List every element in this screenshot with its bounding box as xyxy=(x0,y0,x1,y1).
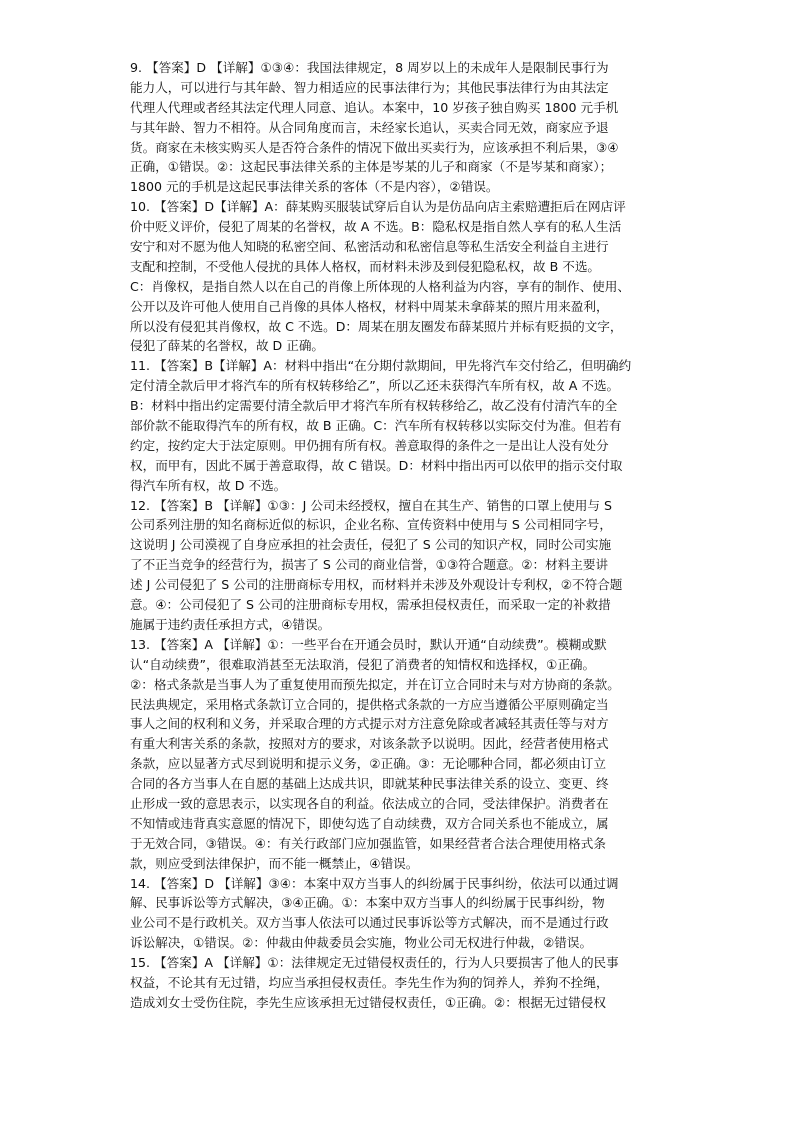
text-line: 事人之间的权利和义务，并采取合理的方式提示对方注意免除或者减轻其责任等与对方 xyxy=(130,716,609,732)
text-line: 支配和控制，不受他人侵扰的具体人格权，而材料未涉及到侵犯隐私权，故 B 不选。 xyxy=(130,258,601,274)
text-line: 11. 【答案】B【详解】A：材料中指出“在分期付款期间，甲先将汽车交付给乙，但明确约 xyxy=(130,358,632,374)
text-line: 止形成一致的意思表示，以实现各自的利益。依法成立的合同，受法律保护。消费者在 xyxy=(130,795,609,811)
text-line: 价中贬义评价，侵犯了周某的名誉权，故 A 不选。B：隐私权是指自然人享有的私人生活 xyxy=(130,219,622,235)
text-line: 述 J 公司侵犯了 S 公司的注册商标专用权，而材料并未涉及外观设计专利权，②不符合题 xyxy=(130,577,623,593)
text-line: 9. 【答案】D 【详解】①③④：我国法律规定，8 周岁以上的未成年人是限制民事行为 xyxy=(130,60,609,75)
text-line: 业公司不是行政机关。双方当事人依法可以通过民事诉讼等方式解决，而不是通过行政 xyxy=(130,915,609,931)
text-line: 正确，①错误。②：这起民事法律关系的主体是岑某的儿子和商家（不是岑某和商家）； xyxy=(130,159,613,175)
text-line: 15. 【答案】A 【详解】①：法律规定无过错侵权责任的，行为人只要损害了他人的民事 xyxy=(130,955,619,971)
text-line: 权，而甲有，因此不属于善意取得，故 C 错误。D：材料中指出丙可以依甲的指示交付取 xyxy=(130,457,623,473)
text-line: 1800 元的手机是这起民事法律关系的客体（不是内容），②错误。 xyxy=(130,179,499,195)
text-line: 公司系列注册的知名商标近似的标识，企业名称、宣传资料中使用与 S 公司相同字号， xyxy=(130,517,612,533)
text-line: 意。④：公司侵犯了 S 公司的注册商标专用权，需承担侵权责任，而采取一定的补救措 xyxy=(130,597,611,613)
text-line: 侵犯了薛某的名誉权，故 D 正确。 xyxy=(130,338,325,354)
text-line: 有重大利害关系的条款，按照对方的要求，对该条款予以说明。因此，经营者使用格式 xyxy=(130,736,609,752)
text-line xyxy=(130,1013,668,1033)
text-line: 14. 【答案】D 【详解】③④：本案中双方当事人的纠纷属于民事纠纷，依法可以通过调 xyxy=(130,875,619,891)
text-line: 款，则应受到法律保护，而不能一概禁止，④错误。 xyxy=(130,855,419,871)
text-line: ②：格式条款是当事人为了重复使用而预先拟定，并在订立合同时未与对方协商的条款。 xyxy=(130,676,620,692)
text-line: 不知情或违背真实意愿的情况下，即使勾选了自动续费，双方合同关系也不能成立，属 xyxy=(130,815,609,831)
text-line: 代理人代理或者经其法定代理人同意、追认。本案中，10 岁孩子独自购买 1800 元手机 xyxy=(130,99,619,115)
text-line: 定付清全款后甲才将汽车的所有权转移给乙”，所以乙还未获得汽车所有权，故 A 不选。 xyxy=(130,378,620,394)
text-line: 12. 【答案】B 【详解】①③：J 公司未经授权，擅自在其生产、销售的口罩上使用与 S xyxy=(130,497,612,513)
text-line: 认“自动续费”，很难取消甚至无法取消，侵犯了消费者的知情权和选择权，①正确。 xyxy=(130,656,596,672)
text-line: 能力人，可以进行与其年龄、智力相适应的民事法律行为；其他民事法律行为由其法定 xyxy=(130,79,609,95)
text-line: B：材料中指出约定需要付清全款后甲才将汽车所有权转移给乙，故乙没有付清汽车的全 xyxy=(130,398,618,414)
text-line: 民法典规定，采用格式条款订立合同的，提供格式条款的一方应当遵循公平原则确定当 xyxy=(130,696,609,712)
text-line: 10. 【答案】D【详解】A：薛某购买服装试穿后自认为是仿品向店主索赔遭拒后在网店评 xyxy=(130,199,626,215)
text-line: 造成刘女士受伤住院，李先生应该承担无过错侵权责任，①正确。②：根据无过错侵权 xyxy=(130,994,606,1010)
text-line: 约定，按约定大于法定原则。甲仍拥有所有权。善意取得的条件之一是出让人没有处分 xyxy=(130,437,609,453)
text-line: 合同的各方当事人在自愿的基础上达成共识，即就某种民事法律关系的设立、变更、终 xyxy=(130,776,609,792)
text-line: 条款，应以显著方式尽到说明和提示义务，②正确。③：无论哪种合同，都必须由订立 xyxy=(130,756,606,772)
text-line: 诉讼解决，①错误。②：仲裁由仲裁委员会实施，物业公司无权进行仲裁，②错误。 xyxy=(130,935,593,951)
text-line: 货。商家在未核实购买人是否符合条件的情况下做出买卖行为，应该承担不利后果，③④ xyxy=(130,139,619,155)
text-line: 所以没有侵犯其肖像权，故 C 不选。D：周某在朋友圈发布薛某照片并标有贬损的文字， xyxy=(130,318,623,334)
text-line: 得汽车所有权，故 D 不选。 xyxy=(130,477,287,493)
text-line xyxy=(130,1033,668,1053)
text-line: 解、民事诉讼等方式解决，③④正确。①：本案中双方当事人的纠纷属于民事纠纷，物 xyxy=(130,895,605,911)
text-line: 部价款不能取得汽车的所有权，故 B 正确。C：汽车所有权转移以实际交付为准。但若有 xyxy=(130,418,622,434)
text-line: 了不正当竞争的经营行为，损害了 S 公司的商业信誉，①③符合题意。②：材料主要讲 xyxy=(130,557,609,573)
text-line: 安宁和对不愿为他人知晓的私密空间、私密活动和私密信息等私生活安全利益自主进行 xyxy=(130,239,609,255)
text-line: 公开以及许可他人使用自己肖像的具体人格权，材料中周某未拿薛某的照片用来盈利， xyxy=(130,298,609,314)
text-line: 这说明 J 公司漠视了自身应承担的社会责任，侵犯了 S 公司的知识产权，同时公司实施 xyxy=(130,537,612,553)
text-line: 施属于违约责任承担方式，④错误。 xyxy=(130,616,331,632)
answer-explanations xyxy=(130,58,668,1053)
text-line: 于无效合同，③错误。④：有关行政部门应加强监管，如果经营者合法合理使用格式条 xyxy=(130,835,606,851)
text-line: C：肖像权，是指自然人以在自己的肖像上所体现的人格利益为内容，享有的制作、使用、 xyxy=(130,278,630,294)
text-line: 权益，不论其有无过错，均应当承担侵权责任。李先生作为狗的饲养人，养狗不拴绳， xyxy=(130,974,609,990)
text-line: 13. 【答案】A 【详解】①：一些平台在开通会员时，默认开通“自动续费”。模糊或默 xyxy=(130,636,607,652)
text-line: 与其年龄、智力不相符。从合同角度而言，未经家长追认，买卖合同无效，商家应予退 xyxy=(130,119,609,135)
